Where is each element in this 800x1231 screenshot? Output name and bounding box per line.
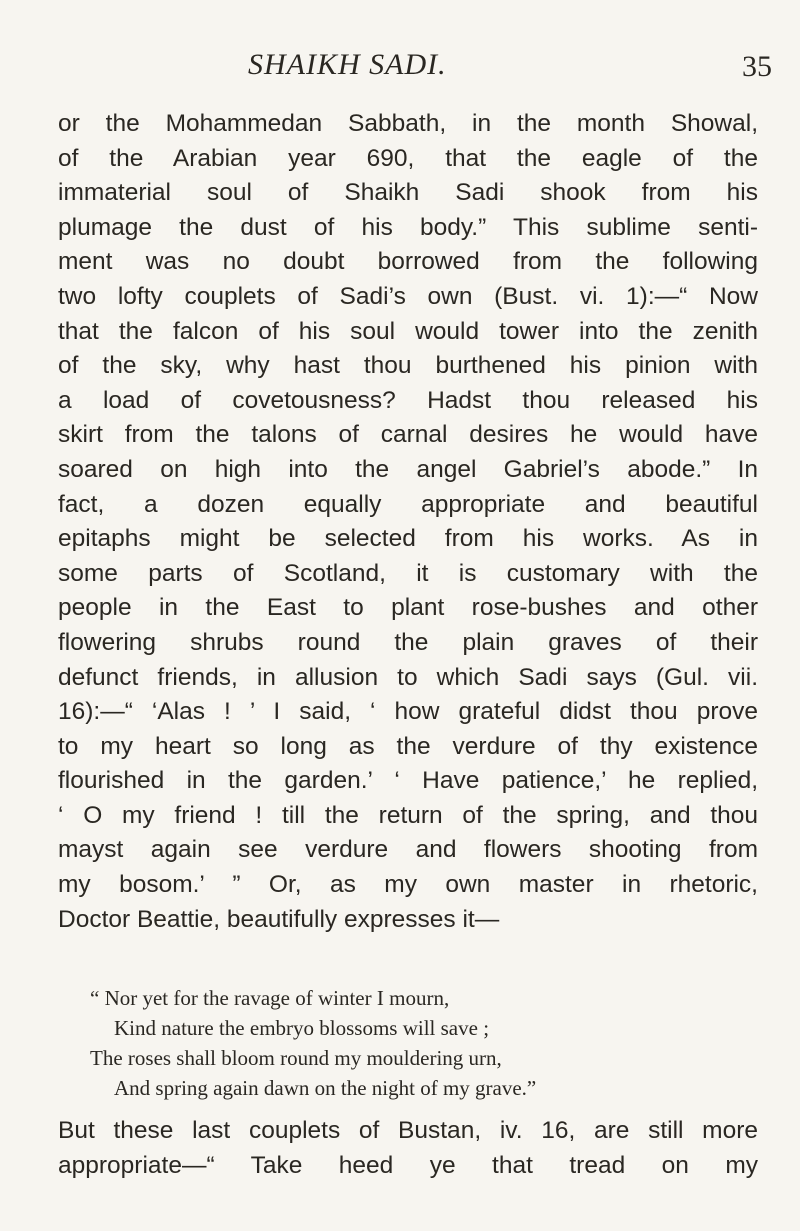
text-line: flowering shrubs round the plain graves of their xyxy=(58,628,758,656)
text-line: defunct friends, in allusion to which Sadi says (Gul. vii. xyxy=(58,663,758,691)
text-line: some parts of Scotland, it is customary with the xyxy=(58,559,758,587)
text-line: appropriate—“ Take heed ye that tread on my xyxy=(58,1151,758,1179)
paragraph-2 xyxy=(58,1114,758,1183)
text-line: my bosom.’ ” Or, as my own master in rhetoric, xyxy=(58,871,758,899)
text-line: ment was no doubt borrowed from the following xyxy=(58,248,758,276)
text-line: a load of covetousness? Hadst thou released his xyxy=(58,386,758,414)
text-line: ‘ O my friend ! till the return of the spring, and thou xyxy=(58,801,758,829)
poem-line: And spring again dawn on the night of my grave.” xyxy=(114,1076,537,1100)
poem-quotation xyxy=(0,983,800,1103)
text-line: 16):—“ ‘Alas ! ’ I said, ‘ how grateful didst thou prove xyxy=(58,698,758,726)
running-head xyxy=(0,44,800,84)
text-line: mayst again see verdure and flowers shooting from xyxy=(58,836,758,864)
poem-line: The roses shall bloom round my mouldering urn, xyxy=(90,1046,502,1070)
text-line: Doctor Beattie, beautifully expresses it— xyxy=(58,905,500,933)
paragraph-1 xyxy=(58,107,758,937)
text-line: immaterial soul of Shaikh Sadi shook from his xyxy=(58,179,758,207)
text-line: plumage the dust of his body.” This sublime senti- xyxy=(58,213,758,241)
text-line: of the Arabian year 690, that the eagle of the xyxy=(58,144,758,172)
text-line: skirt from the talons of carnal desires he would have xyxy=(58,421,758,449)
text-line: But these last couplets of Bustan, iv. 16, are still more xyxy=(58,1117,758,1144)
page-number: 35 xyxy=(742,50,772,83)
text-line: of the sky, why hast thou burthened his pinion with xyxy=(58,352,758,380)
text-line: fact, a dozen equally appropriate and beautiful xyxy=(58,490,758,518)
text-line: people in the East to plant rose-bushes and other xyxy=(58,594,758,622)
text-line: soared on high into the angel Gabriel’s abode.” In xyxy=(58,455,758,483)
poem-line: Kind nature the embryo blossoms will save ; xyxy=(114,1016,490,1040)
poem-line: “ Nor yet for the ravage of winter I mourn, xyxy=(90,986,450,1010)
running-title: SHAIKH SADI. xyxy=(248,48,447,81)
text-line: to my heart so long as the verdure of thy existence xyxy=(58,732,758,760)
text-line: or the Mohammedan Sabbath, in the month Showal, xyxy=(58,110,758,137)
text-line: that the falcon of his soul would tower into the zenith xyxy=(58,317,758,345)
text-line: epitaphs might be selected from his works. As in xyxy=(58,525,758,553)
text-line: two lofty couplets of Sadi’s own (Bust. vi. 1):—“ Now xyxy=(58,282,758,310)
text-line: flourished in the garden.’ ‘ Have patience,’ he replied, xyxy=(58,767,758,795)
